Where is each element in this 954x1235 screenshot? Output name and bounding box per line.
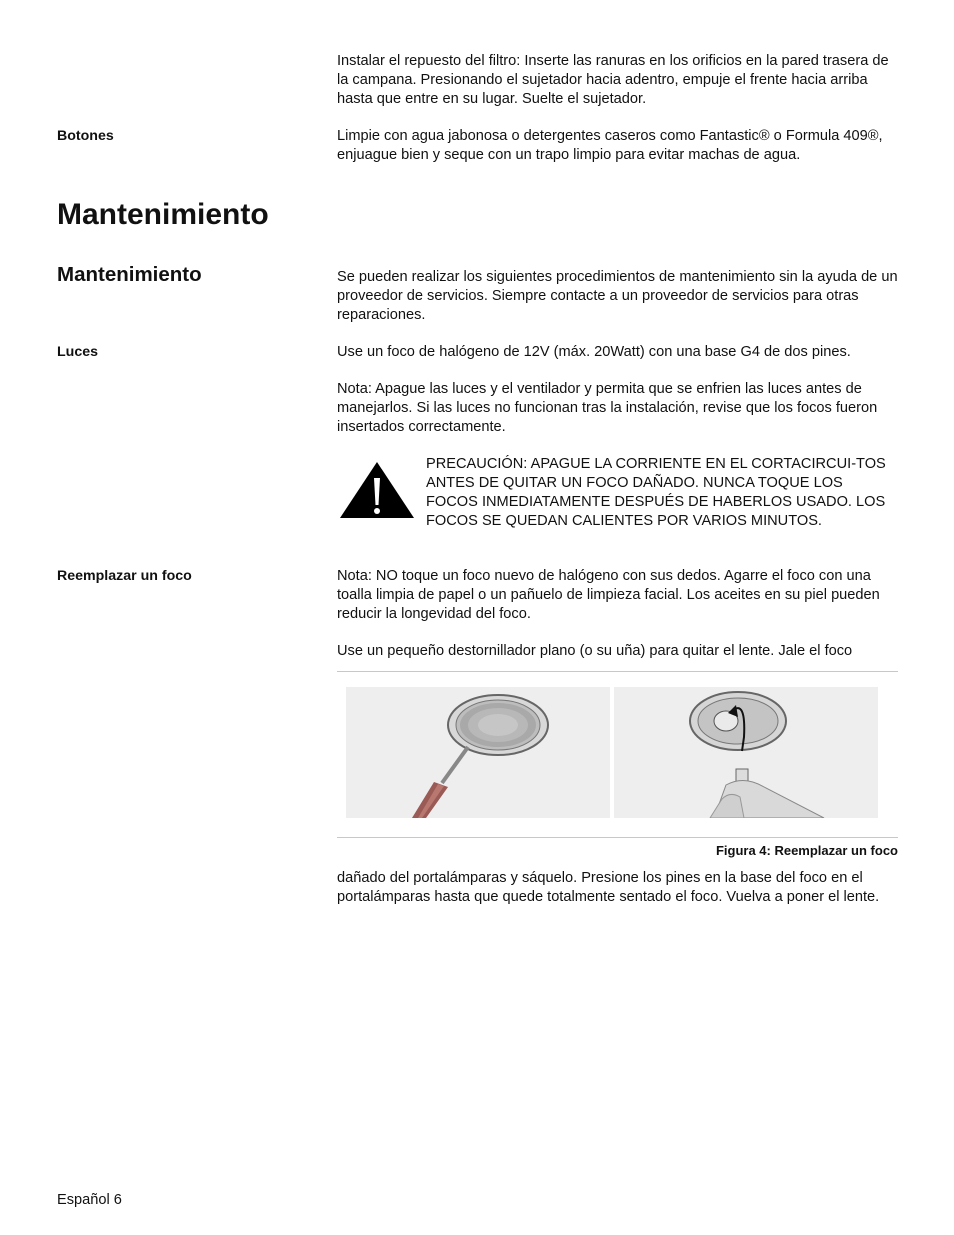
page-footer: Español 6 <box>57 1192 122 1208</box>
warning-triangle-icon <box>338 460 416 520</box>
intro-paragraph: Instalar el repuesto del filtro: Inserte las ranuras en los orificios en la pared trasera de la campana. Presionando el sujetador hacia adentro, empuje el frente hacia arriba hasta que entre en su lugar. Suelte el sujetador. <box>337 53 889 107</box>
luces-note: Nota: Apague las luces y el ventilador y permita que se enfrien las luces antes de manejarlos. Si las luces no funcionan tras la instalación, revise que los focos fueron insertados correctamente. <box>337 381 878 435</box>
page-title: Mantenimiento <box>57 198 269 231</box>
luces-text: Use un foco de halógeno de 12V (máx. 20Watt) con una base G4 de dos pines. <box>337 344 851 360</box>
reemplazar-note: Nota: NO toque un foco nuevo de halógeno con sus dedos. Agarre el foco con una toalla limpia de papel o un pañuelo de limpieza facial. Los aceites en su piel pueden reducir la longevidad del foco. <box>337 568 880 622</box>
warning-text: PRECAUCIÓN: APAGUE LA CORRIENTE EN EL CORTACIRCUI-TOS ANTES DE QUITAR UN FOCO DAÑADO. NUNCA TOQUE LOS FOCOS INMEDIATAMENTE DESPUÉS DE HABERLOS USADO. LOS FOCOS SE QUEDAN CALIENTES POR VARIOS MINUTOS. <box>426 456 886 529</box>
luces-label: Luces <box>57 344 99 360</box>
reemplazar-label: Reemplazar un foco <box>57 568 192 584</box>
lens-removal-illustration <box>346 687 610 818</box>
botones-label: Botones <box>57 128 114 144</box>
section-heading: Mantenimiento <box>57 263 202 286</box>
reemplazar-text-before: Use un pequeño destornillador plano (o su uña) para quitar el lente. Jale el foco <box>337 643 853 659</box>
botones-text: Limpie con agua jabonosa o detergentes caseros como Fantastic® o Formula 409®, enjuague bien y seque con un trapo limpio para evitar machas de agua. <box>337 128 883 163</box>
figure-top-rule <box>337 671 898 672</box>
section-text: Se pueden realizar los siguientes procedimientos de mantenimiento sin la ayuda de un proveedor de servicios. Siempre contacte a un proveedor de servicios para otras reparaciones. <box>337 269 898 323</box>
figure-caption: Figura 4: Reemplazar un foco <box>715 843 898 858</box>
bulb-removal-illustration <box>614 687 878 818</box>
figure-panel-left <box>346 687 610 818</box>
reemplazar-text-after: dañado del portalámparas y sáquelo. Presione los pines en la base del foco en el portalámparas hasta que quede totalmente sentado el foco. Vuelva a poner el lente. <box>337 870 880 905</box>
figure-panel-right <box>614 687 878 818</box>
figure-bottom-rule <box>337 837 898 838</box>
